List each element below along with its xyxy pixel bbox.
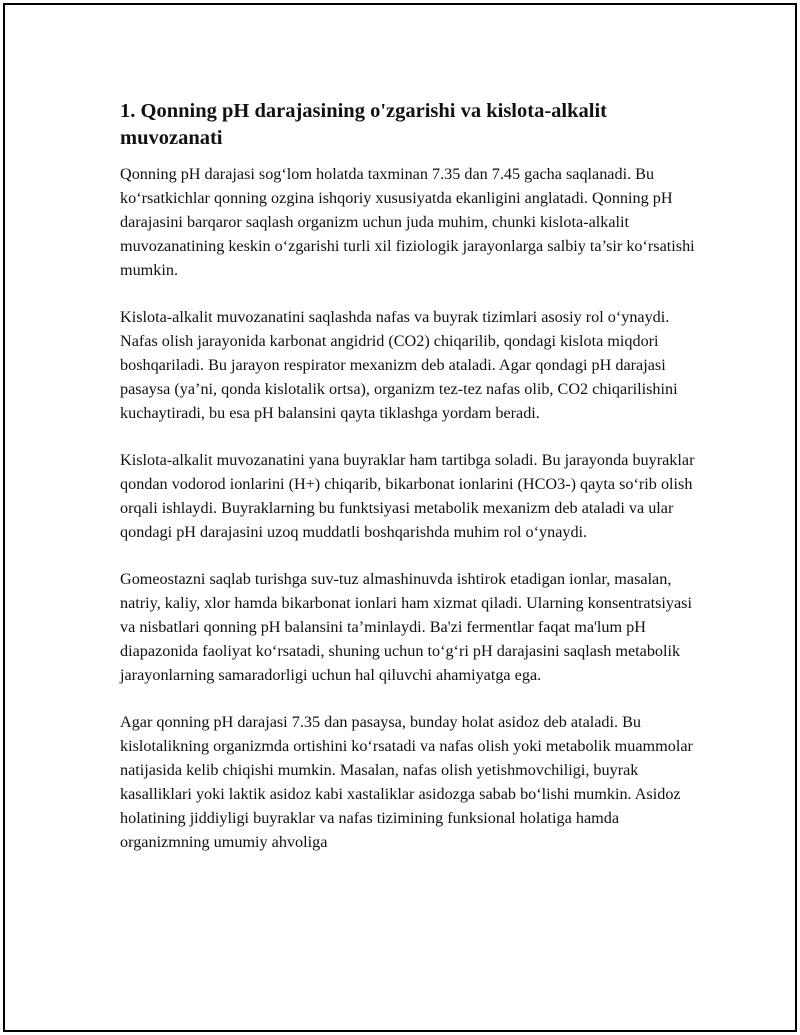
paragraph-renal: Kislota-alkalit muvozanatini yana buyraklar ham tartibga soladi. Bu jarayonda buyraklar qondan vodorod ionlarini (H+) chiqarib, bikarbonat ionlarini (HCO3-) qayta so‘rib olish orqali ishlaydi. Buyraklarning bu funktsiyasi metabolik mexanizm deb ataladi va ular qondagi pH darajasini uzoq muddatli boshqarishda muhim rol o‘ynaydi. xyxy=(120,451,695,541)
paragraph-ions: Gomeostazni saqlab turishga suv-tuz almashinuvda ishtirok etadigan ionlar, masalan, natriy, kaliy, xlor hamda bikarbonat ionlari ham xizmat qiladi. Ularning konsentratsiyasi va nisbatlari qonning pH balansini ta’minlaydi. Ba'zi fermentlar faqat ma'lum pH diapazonida faoliyat ko‘rsatadi, shuning uchun to‘g‘ri pH darajasini saqlash metabolik jarayonlarning samaradorligi uchun hal qiluvchi ahamiyatga ega. xyxy=(120,570,692,684)
paragraph-respiratory: Kislota-alkalit muvozanatini saqlashda nafas va buyrak tizimlari asosiy rol o‘ynaydi. Nafas olish jarayonida karbonat angidrid (CO2) chiqarilib, qondagi kislota miqdori boshqariladi. Bu jarayon respirator mexanizm deb ataladi. Agar qondagi pH darajasi pasaysa (ya’ni, qonda kislotalik ortsa), organizm tez-tez nafas olib, CO2 chiqarilishini kuchaytiradi, bu esa pH balansini qayta tiklashga yordam beradi. xyxy=(120,308,678,422)
section-heading: 1. Qonning pH darajasining o'zgarishi va kislota-alkalit muvozanati xyxy=(120,100,607,149)
paragraph-ph-range: Qonning pH darajasi sog‘lom holatda taxminan 7.35 dan 7.45 gacha saqlanadi. Bu ko‘rsatkichlar qonning ozgina ishqoriy xususiyatda ekanligini anglatadi. Qonning pH darajasini barqaror saqlash organizm uchun juda muhim, chunki kislota-alkalit muvozanatining keskin o‘zgarishi turli xil fiziologik jarayonlarga salbiy ta’sir ko‘rsatishi mumkin. xyxy=(120,165,695,279)
document-page xyxy=(3,3,797,1032)
paragraph-acidosis: Agar qonning pH darajasi 7.35 dan pasaysa, bunday holat asidoz deb ataladi. Bu kislotalikning organizmda ortishini ko‘rsatadi va nafas olish yoki metabolik muammolar natijasida kelib chiqishi mumkin. Masalan, nafas olish yetishmovchiligi, buyrak kasalliklari yoki laktik asidoz kabi xastaliklar asidozga sabab bo‘lishi mumkin. Asidoz holatining jiddiyligi buyraklar va nafas tizimining funksional holatiga hamda organizmning umumiy ahvoliga xyxy=(120,713,693,851)
document-content xyxy=(120,98,700,877)
